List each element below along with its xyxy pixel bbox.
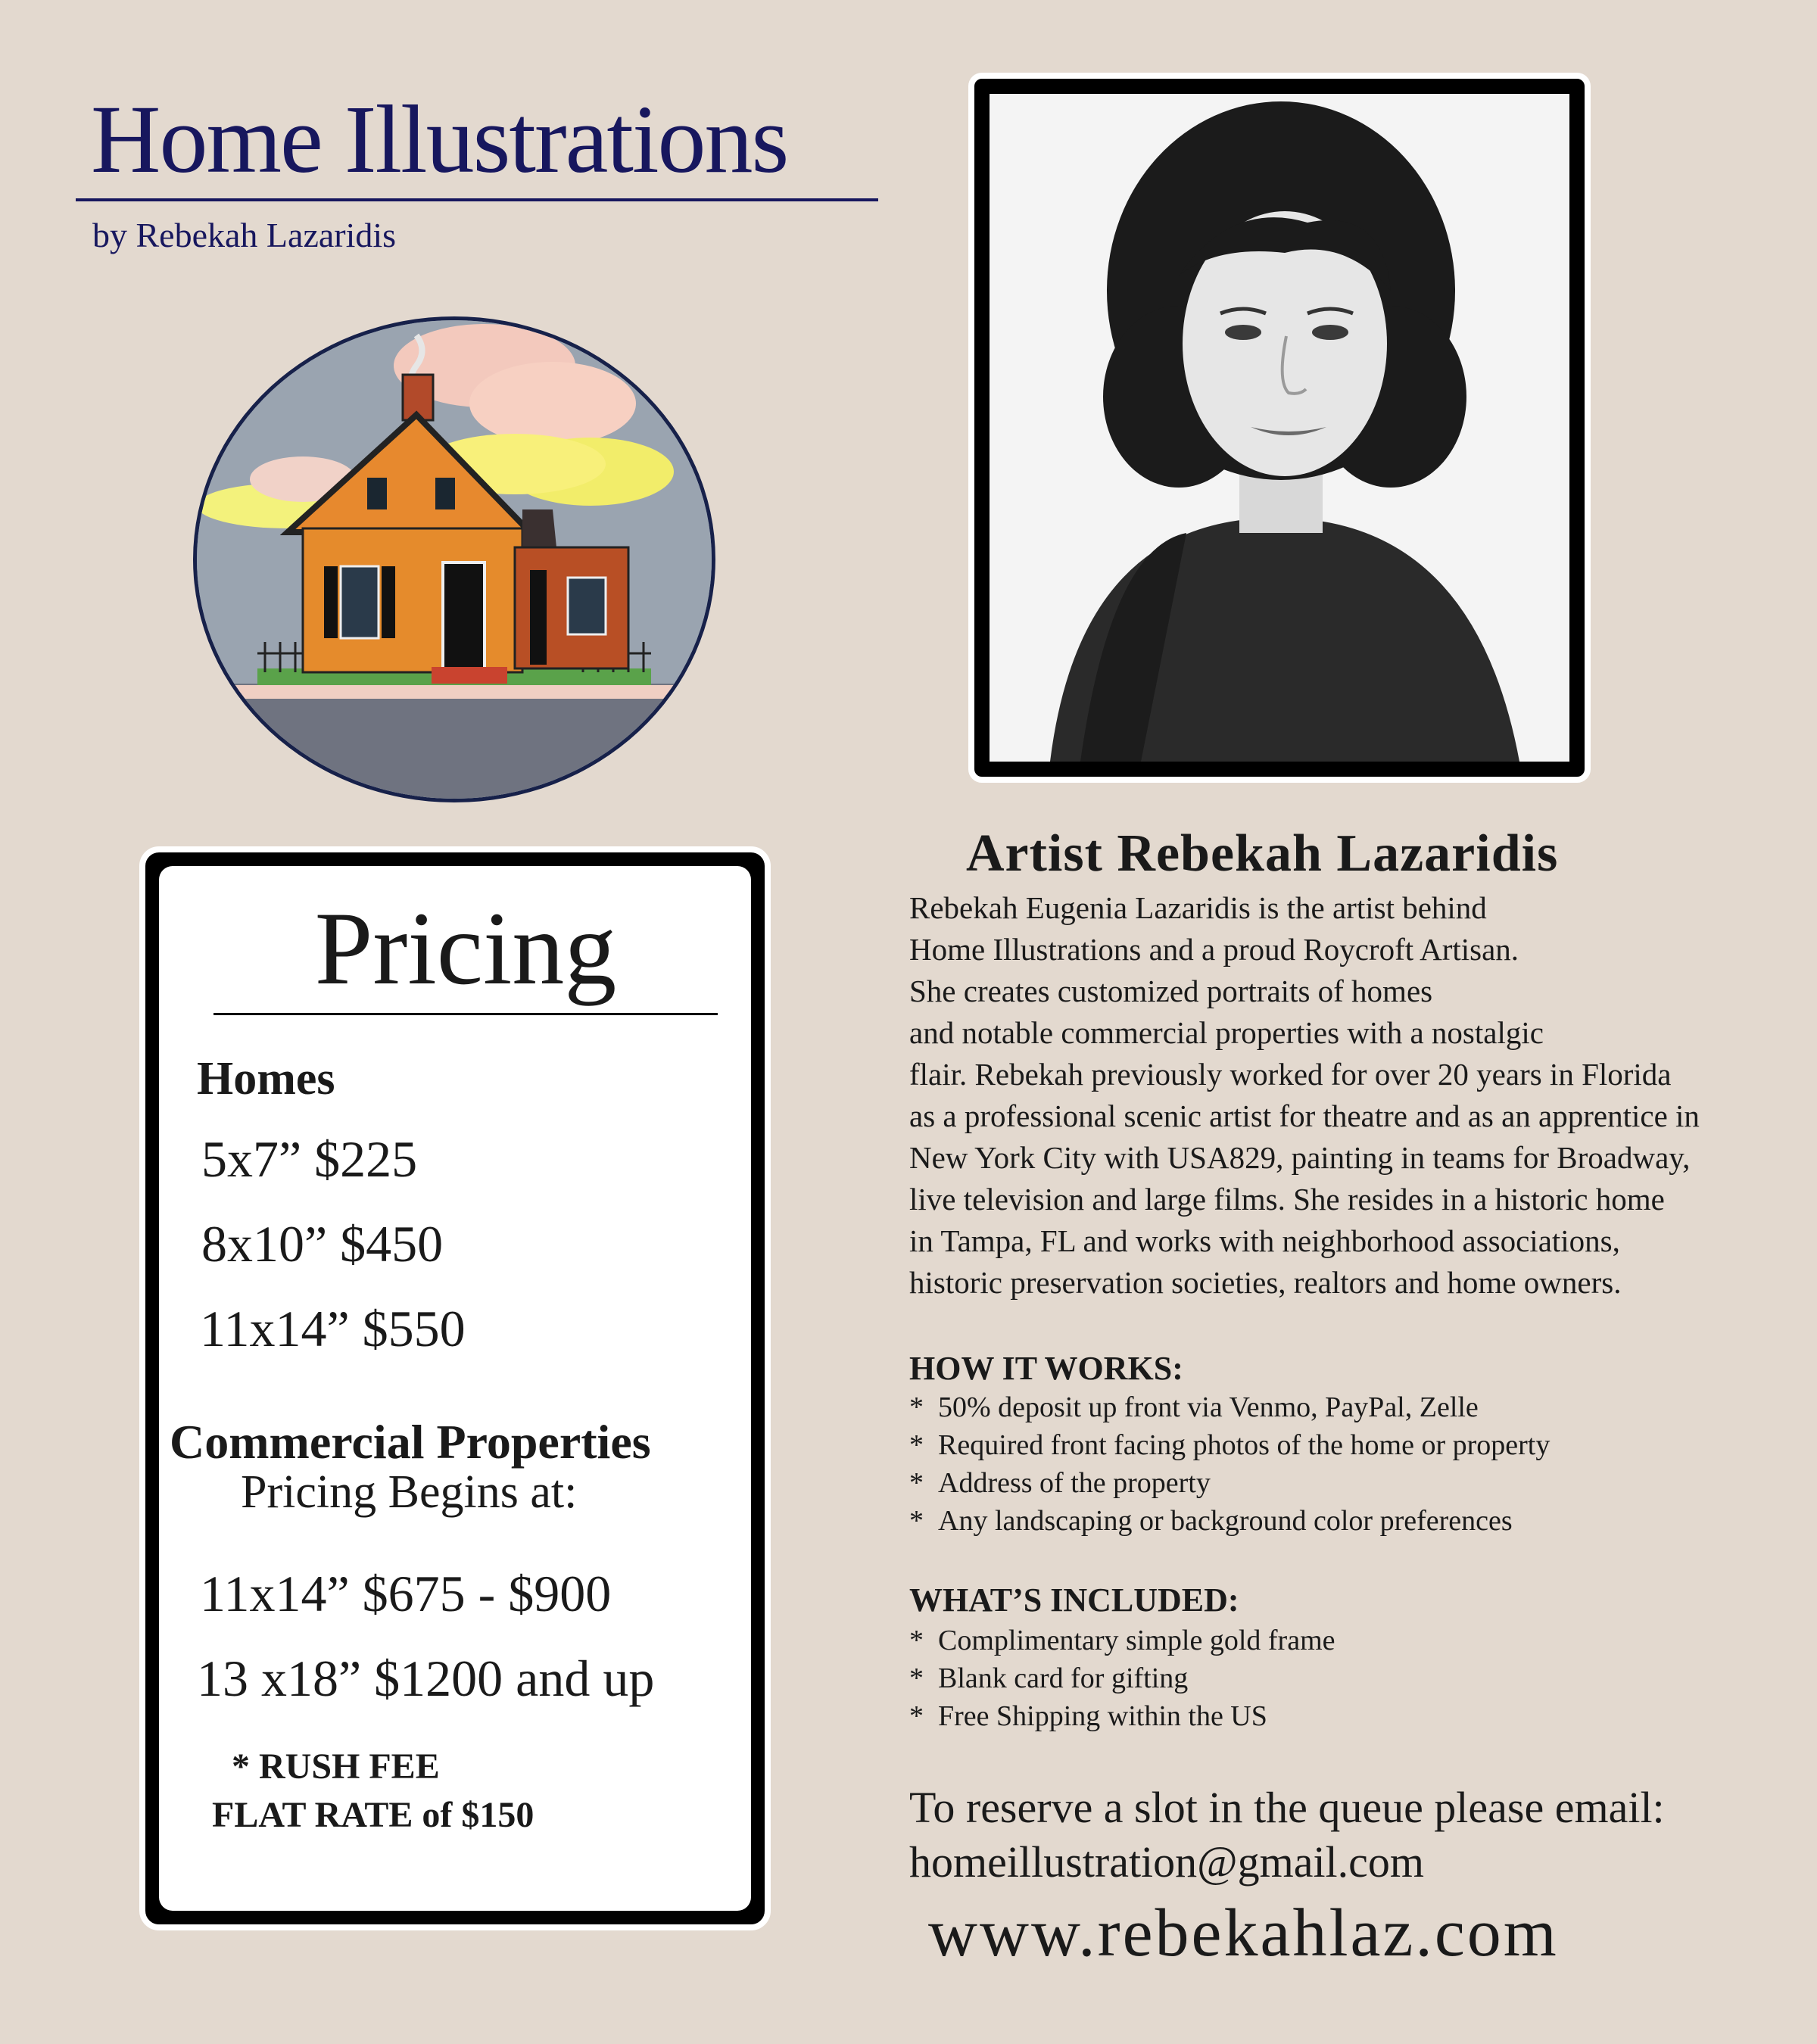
commercial-price-11x14: 11x14” $675 - $900 (200, 1565, 612, 1622)
website-link[interactable]: www.rebekahlaz.com (928, 1896, 1559, 1971)
brand-header (76, 86, 878, 255)
bio-line: as a professional scenic artist for theatre and as an apprentice in (909, 1098, 1700, 1133)
rush-fee-label: * RUSH FEE (232, 1746, 440, 1787)
list-item (909, 1697, 1335, 1735)
bio-line: She creates customized portraits of homes (909, 974, 1433, 1008)
artist-name-heading: Artist Rebekah Lazaridis (966, 824, 1559, 883)
bio-line: New York City with USA829, painting in teams for Broadway, (909, 1140, 1691, 1175)
home-price-8x10: 8x10” $450 (201, 1215, 444, 1273)
list-item (909, 1622, 1335, 1659)
whats-included-list (909, 1622, 1335, 1735)
pricing-title: Pricing (213, 896, 718, 1015)
artist-bio (909, 887, 1803, 1304)
contact-email-link[interactable]: homeillustration@gmail.com (909, 1837, 1425, 1887)
reserve-instruction: To reserve a slot in the queue please email: (909, 1783, 1665, 1832)
list-item (909, 1502, 1550, 1540)
list-item-text: Address of the property (938, 1467, 1211, 1499)
bullet-star: * (909, 1662, 924, 1694)
list-item-text: Free Shipping within the US (938, 1700, 1267, 1732)
bullet-star: * (909, 1625, 924, 1656)
house-illustration (193, 316, 715, 802)
list-item-text: Blank card for gifting (938, 1662, 1189, 1694)
commercial-heading: Commercial Properties (170, 1415, 651, 1469)
homes-heading: Homes (197, 1053, 335, 1105)
bullet-star: * (909, 1505, 924, 1537)
list-item-text: Required front facing photos of the home or property (938, 1429, 1551, 1461)
bio-line: in Tampa, FL and works with neighborhood associations, (909, 1223, 1620, 1258)
list-item-text: Complimentary simple gold frame (938, 1625, 1335, 1656)
pricing-panel (159, 866, 751, 1911)
bio-line: and notable commercial properties with a nostalgic (909, 1015, 1544, 1050)
bio-line: Home Illustrations and a proud Roycroft Artisan. (909, 932, 1519, 967)
bio-line: flair. Rebekah previously worked for over 20 years in Florida (909, 1057, 1672, 1092)
list-item-text: 50% deposit up front via Venmo, PayPal, Zelle (938, 1391, 1479, 1423)
brand-title: Home Illustrations (76, 91, 878, 201)
bio-line: historic preservation societies, realtors and home owners. (909, 1265, 1622, 1300)
list-item (909, 1426, 1550, 1464)
bullet-star: * (909, 1391, 924, 1423)
home-price-11x14: 11x14” $550 (200, 1300, 466, 1357)
how-it-works-list (909, 1388, 1550, 1540)
bullet-star: * (909, 1467, 924, 1499)
home-price-5x7: 5x7” $225 (201, 1130, 418, 1188)
list-item-text: Any landscaping or background color preferences (938, 1505, 1513, 1537)
bullet-star: * (909, 1700, 924, 1732)
portrait-image (990, 94, 1569, 762)
bullet-star: * (909, 1429, 924, 1461)
bio-line: live television and large films. She resides in a historic home (909, 1182, 1665, 1217)
bio-line: Rebekah Eugenia Lazaridis is the artist behind (909, 890, 1487, 925)
whats-included-heading: WHAT’S INCLUDED: (909, 1581, 1239, 1619)
commercial-subheading: Pricing Begins at: (241, 1466, 578, 1518)
list-item (909, 1464, 1550, 1502)
rush-fee-rate: FLAT RATE of $150 (212, 1795, 535, 1835)
artist-portrait-photo (968, 73, 1591, 783)
pricing-card (139, 846, 771, 1930)
how-it-works-heading: HOW IT WORKS: (909, 1350, 1183, 1387)
brand-byline: by Rebekah Lazaridis (92, 216, 397, 254)
list-item (909, 1388, 1550, 1426)
commercial-price-13x18: 13 x18” $1200 and up (197, 1650, 655, 1707)
list-item (909, 1659, 1335, 1697)
